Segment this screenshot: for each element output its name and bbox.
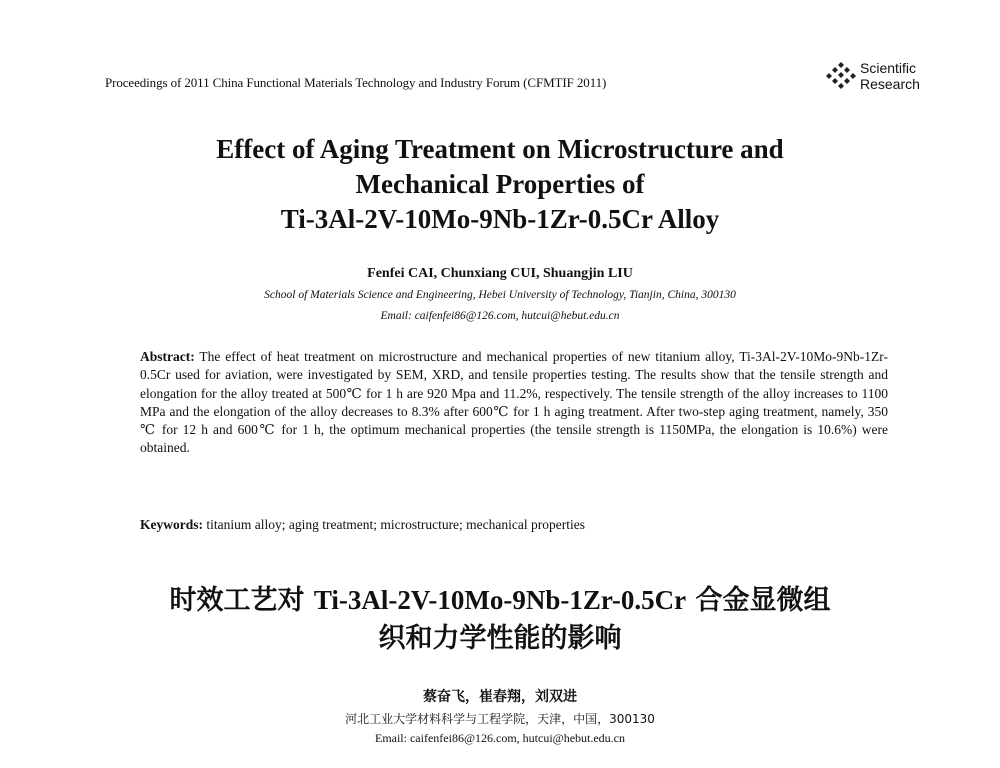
chinese-title-part-1: 时效工艺对 bbox=[169, 585, 314, 616]
logo-line-1: Scientific bbox=[860, 60, 917, 76]
chinese-email: Email: caifenfei86@126.com, hutcui@hebut.edu.cn bbox=[374, 731, 626, 745]
chinese-affiliation: 河北工业大学材料科学与工程学院，天津，中国，300130 bbox=[345, 712, 655, 726]
title-line-1: Effect of Aging Treatment on Microstructure and bbox=[216, 134, 784, 164]
title-line-3: Ti-3Al-2V-10Mo-9Nb-1Zr-0.5Cr Alloy bbox=[280, 204, 720, 234]
chinese-title-line-1 bbox=[120, 581, 880, 620]
chinese-title-part-2: 合金显微组 bbox=[686, 585, 831, 616]
chinese-title-alloy: Ti-3Al-2V-10Mo-9Nb-1Zr-0.5Cr bbox=[313, 585, 687, 615]
scientific-research-logo-icon bbox=[826, 61, 856, 91]
keywords-text: titanium alloy; aging treatment; microstructure; mechanical properties bbox=[206, 517, 585, 532]
abstract-text: The effect of heat treatment on microstructure and mechanical properties of new titanium alloy, Ti-3Al-2V-10Mo-9Nb-1Zr-0.5Cr used for aviation, were investigated by SEM, XRD, and tensile properties testing. The results show that the tensile strength and elongation for the alloy treated at 500℃ for 1 h are 920 Mpa and 11.2%, respectively. The tensile strength of the alloy increases to 1100 MPa and the elongation of the alloy decreases to 8.3% after 600℃ for 1 h aging treatment. After two-step aging treatment, namely, 350 ℃ for 12 h and 600℃ for 1 h, the optimum mechanical properties (the tensile strength is 1150MPa, the elongation is 10.6%) were obtained. bbox=[140, 349, 888, 456]
abstract bbox=[140, 348, 888, 458]
chinese-title bbox=[120, 581, 880, 658]
keywords-label: Keywords: bbox=[140, 517, 203, 532]
email: Email: caifenfei86@126.com, hutcui@hebut.edu.cn bbox=[380, 310, 620, 322]
publisher-logo bbox=[826, 60, 920, 92]
chinese-title-line-2: 织和力学性能的影响 bbox=[378, 623, 622, 654]
paper-title bbox=[150, 132, 850, 237]
authors: Fenfei CAI, Chunxiang CUI, Shuangjin LIU bbox=[367, 266, 633, 281]
abstract-label: Abstract: bbox=[140, 349, 195, 364]
proceedings-header: Proceedings of 2011 China Functional Materials Technology and Industry Forum (CFMTIF 2011) bbox=[105, 75, 607, 90]
keywords bbox=[140, 517, 888, 533]
logo-line-2: Research bbox=[860, 76, 920, 92]
affiliation: School of Materials Science and Engineering, Hebei University of Technology, Tianjin, China, 300130 bbox=[264, 289, 736, 301]
chinese-authors: 蔡奋飞，崔春翔，刘双进 bbox=[423, 689, 577, 705]
title-line-2: Mechanical Properties of bbox=[355, 169, 645, 199]
